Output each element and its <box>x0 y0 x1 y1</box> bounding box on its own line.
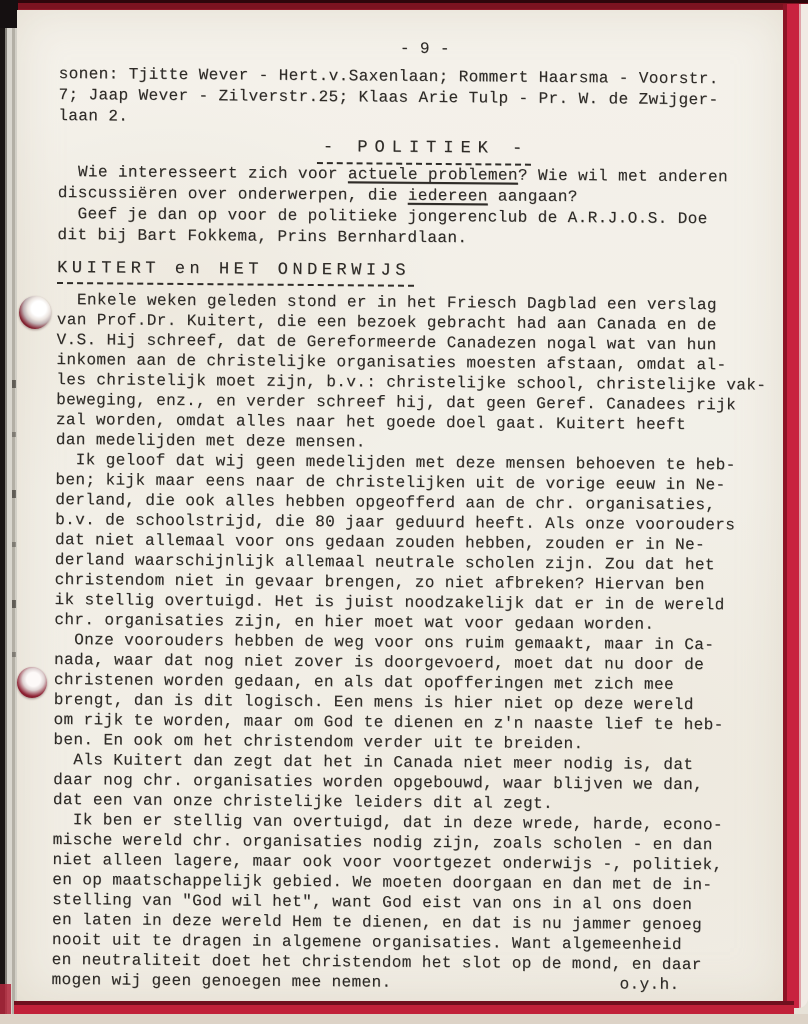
body-paragraph: Onze voorouders hebben de weg voor ons ruim gemaakt, maar in Ca- nada, waar dat nog niet zover is doorgevoerd, moet dat nu door de christenen worden gedaan, en als dat opofferingen met zich mee brengt, dan is dit logisch. Een mens is hier niet op deze wereld om rijk te worden, maar om God te dienen en z'n naaste lief te heb- ben. En ook om het christendom verder uit te breiden. <box>53 630 724 754</box>
politiek-text-segment: ? Wie wil met anderen discussiëren over onderwerpen, die <box>57 166 729 205</box>
body-paragraph: Ik geloof dat wij geen medelijden met deze mensen behoeven te heb- ben; kijk maar eens naar de christelijken uit de vorige eeuw in Ne- derland, die ook alles hebben opgeofferd aan de chr. organisaties, b.v. de schoolstrijd, die 80 jaar geduurd heeft. Als onze voorouders dat niet allemaal voor ons gedaan zouden hebben, zouden er in Ne- derland waarschijnlijk allemaal neutrale scholen zijn. Zou dat het christendom niet in gevaar brengen, zo niet afbreken? Hiervan ben ik stellig overtuigd. Het is juist noodzakelijk dat er in de wereld chr. organisaties zijn, en hier moet wat voor gedaan worden. <box>54 450 736 634</box>
typewritten-text-block <box>51 30 791 996</box>
page-number: - 9 - <box>399 39 450 59</box>
politiek-paragraph-2: Geef je dan op voor de politieke jongerenclub de A.R.J.O.S. Doe dit bij Bart Fokkema, Prins Bernhardlaan. <box>57 204 708 248</box>
intro-paragraph: sonen: Tjitte Wever - Hert.v.Saxenlaan; Rommert Haarsma - Voorstr. 7; Jaap Wever - Zilverstr.25; Klaas Arie Tulp - Pr. W. de Zwijger- laan 2. <box>58 64 719 126</box>
cover-red-notch <box>0 984 11 1016</box>
politiek-text-segment: aangaan? <box>487 187 578 207</box>
politiek-paragraph-1 <box>58 162 790 210</box>
kuitert-heading-text: KUITERT en HET ONDERWIJS <box>57 259 414 287</box>
punch-hole <box>17 667 47 698</box>
body-paragraph: Als Kuitert dan zegt dat het in Canada niet meer nodig is, dat daar nog chr. organisaties worden opgebouwd, waar blijven we dan, dat een van onze christelijke leiders dit al zegt. <box>52 750 704 813</box>
kuitert-article-body <box>51 290 788 996</box>
binder-cover-right-edge <box>783 4 808 1008</box>
author-initials: o.y.h. <box>619 975 680 994</box>
scan-background-strip <box>0 1014 808 1024</box>
section-heading-kuitert <box>57 258 789 290</box>
punch-hole <box>19 296 51 329</box>
underlined-phrase: iedereen <box>407 186 488 206</box>
closing-line: mogen wij geen genoegen mee nemen. <box>51 970 392 992</box>
underlined-phrase: actuele problemen <box>347 165 519 185</box>
binding-spine-marks <box>12 380 16 680</box>
paper-page <box>17 10 784 1002</box>
politiek-text-segment: Wie interesseert zich voor <box>57 162 349 184</box>
politiek-heading-text: - POLITIEK - <box>317 138 532 166</box>
body-paragraph: Ik ben er stellig van overtuigd, dat in deze wrede, harde, econo- mische wereld chr. organisaties nodig zijn, zoals scholen - en dan niet alleen lagere, maar ook voor voortgezet onderwijs -, politiek, en op maatschappelijk gebied. We moeten doorgaan en dan met de in- stelling van "God wil het", want God eist van ons in al ons doen en laten in deze wereld Hem te dienen, en dat is nu jammer genoeg nooit uit te dragen in algemene organisaties. Want algemeenheid en neutraliteit doet het christendom het slot op de mond, en daar <box>51 810 723 975</box>
body-paragraph: Enkele weken geleden stond er in het Friesch Dagblad een verslag van Prof.Dr. Kuitert, die een bezoek gebracht had aan Canada en de V.S. Hij schreef, dat de Gereformeerde Canadezen nogal wat van hun inkomen aan de christelijke organisaties moesten afstaan, omdat al- les christelijk moet zijn, b.v.: christelijke school, christelijke vak- beweging, enz., en verder schreef hij, dat geen Geref. Canadees rijk zal worden, omdat alles naar het goede doel gaat. Kuitert heeft dan medelijden met deze mensen. <box>55 290 767 452</box>
